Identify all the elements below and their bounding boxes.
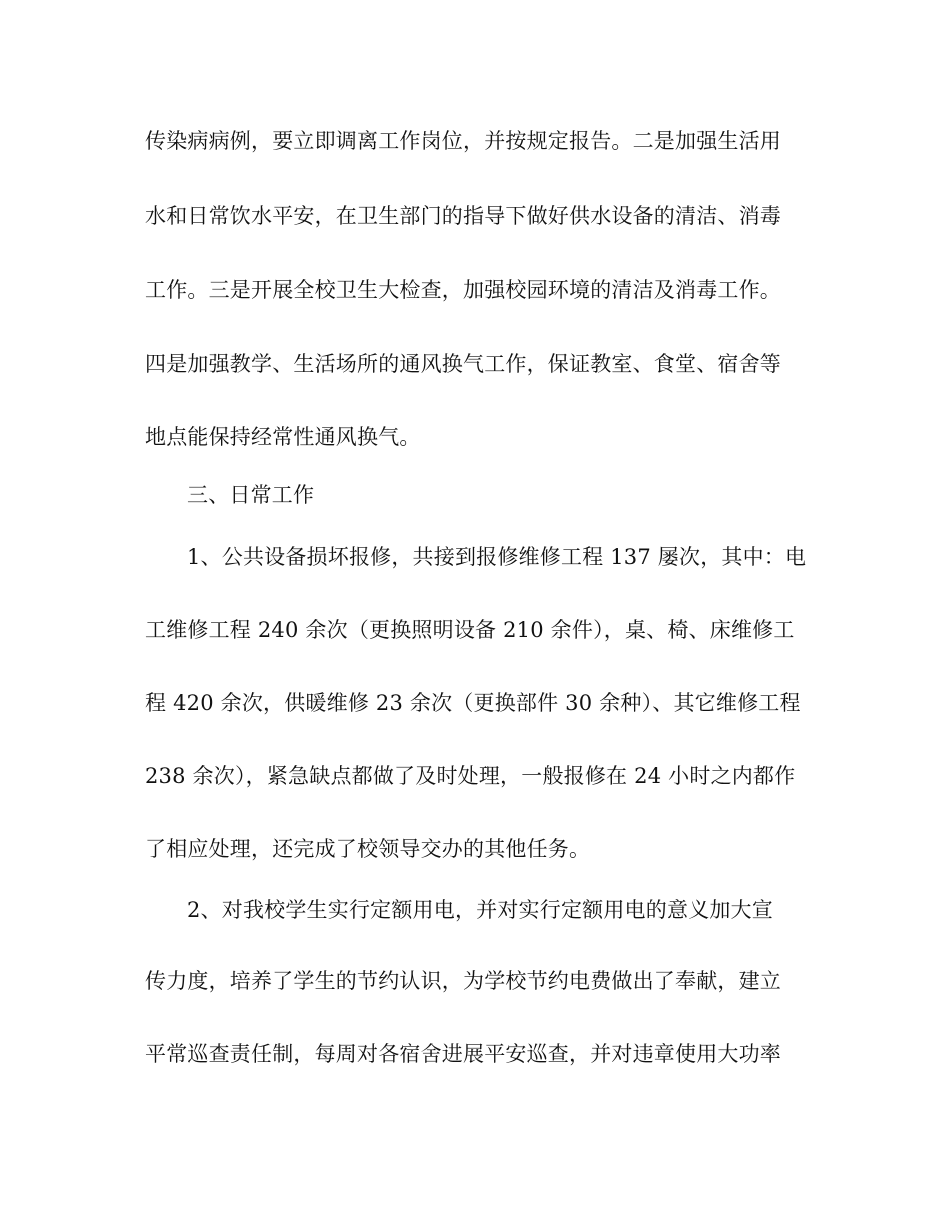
paragraph-line: 传染病病例，要立即调离工作岗位，并按规定报告。二是加强生活用 — [145, 129, 781, 153]
paragraph-line: 平常巡查责任制，每周对各宿舍进展平安巡查，并对违章使用大功率 — [145, 1042, 781, 1066]
section-heading: 三、日常工作 — [187, 483, 315, 507]
paragraph-line: 工作。三是开展全校卫生大检查，加强校园环境的清洁及消毒工作。 — [145, 278, 781, 302]
paragraph-line: 传力度，培养了学生的节约认识，为学校节约电费做出了奉献，建立 — [145, 969, 781, 993]
paragraph-line: 四是加强教学、生活场所的通风换气工作，保证教室、食堂、宿舍等 — [145, 352, 781, 376]
paragraph-line: 工维修工程 240 余次（更换照明设备 210 余件），桌、椅、床维修工 — [145, 618, 795, 642]
paragraph-line: 程 420 余次，供暖维修 23 余次（更换部件 30 余种）、其它维修工程 — [145, 691, 801, 715]
paragraph-line: 2、对我校学生实行定额用电，并对实行定额用电的意义加大宣 — [187, 898, 773, 922]
paragraph-line: 水和日常饮水平安，在卫生部门的指导下做好供水设备的清洁、消毒 — [145, 204, 781, 228]
paragraph-line: 地点能保持经常性通风换气。 — [145, 425, 421, 449]
paragraph-line: 1、公共设备损坏报修，共接到报修维修工程 137 屡次，其中：电 — [187, 545, 807, 569]
paragraph-line: 了相应处理，还完成了校领导交办的其他任务。 — [145, 837, 591, 861]
paragraph-line: 238 余次），紧急缺点都做了及时处理，一般报修在 24 小时之内都作 — [145, 764, 796, 788]
